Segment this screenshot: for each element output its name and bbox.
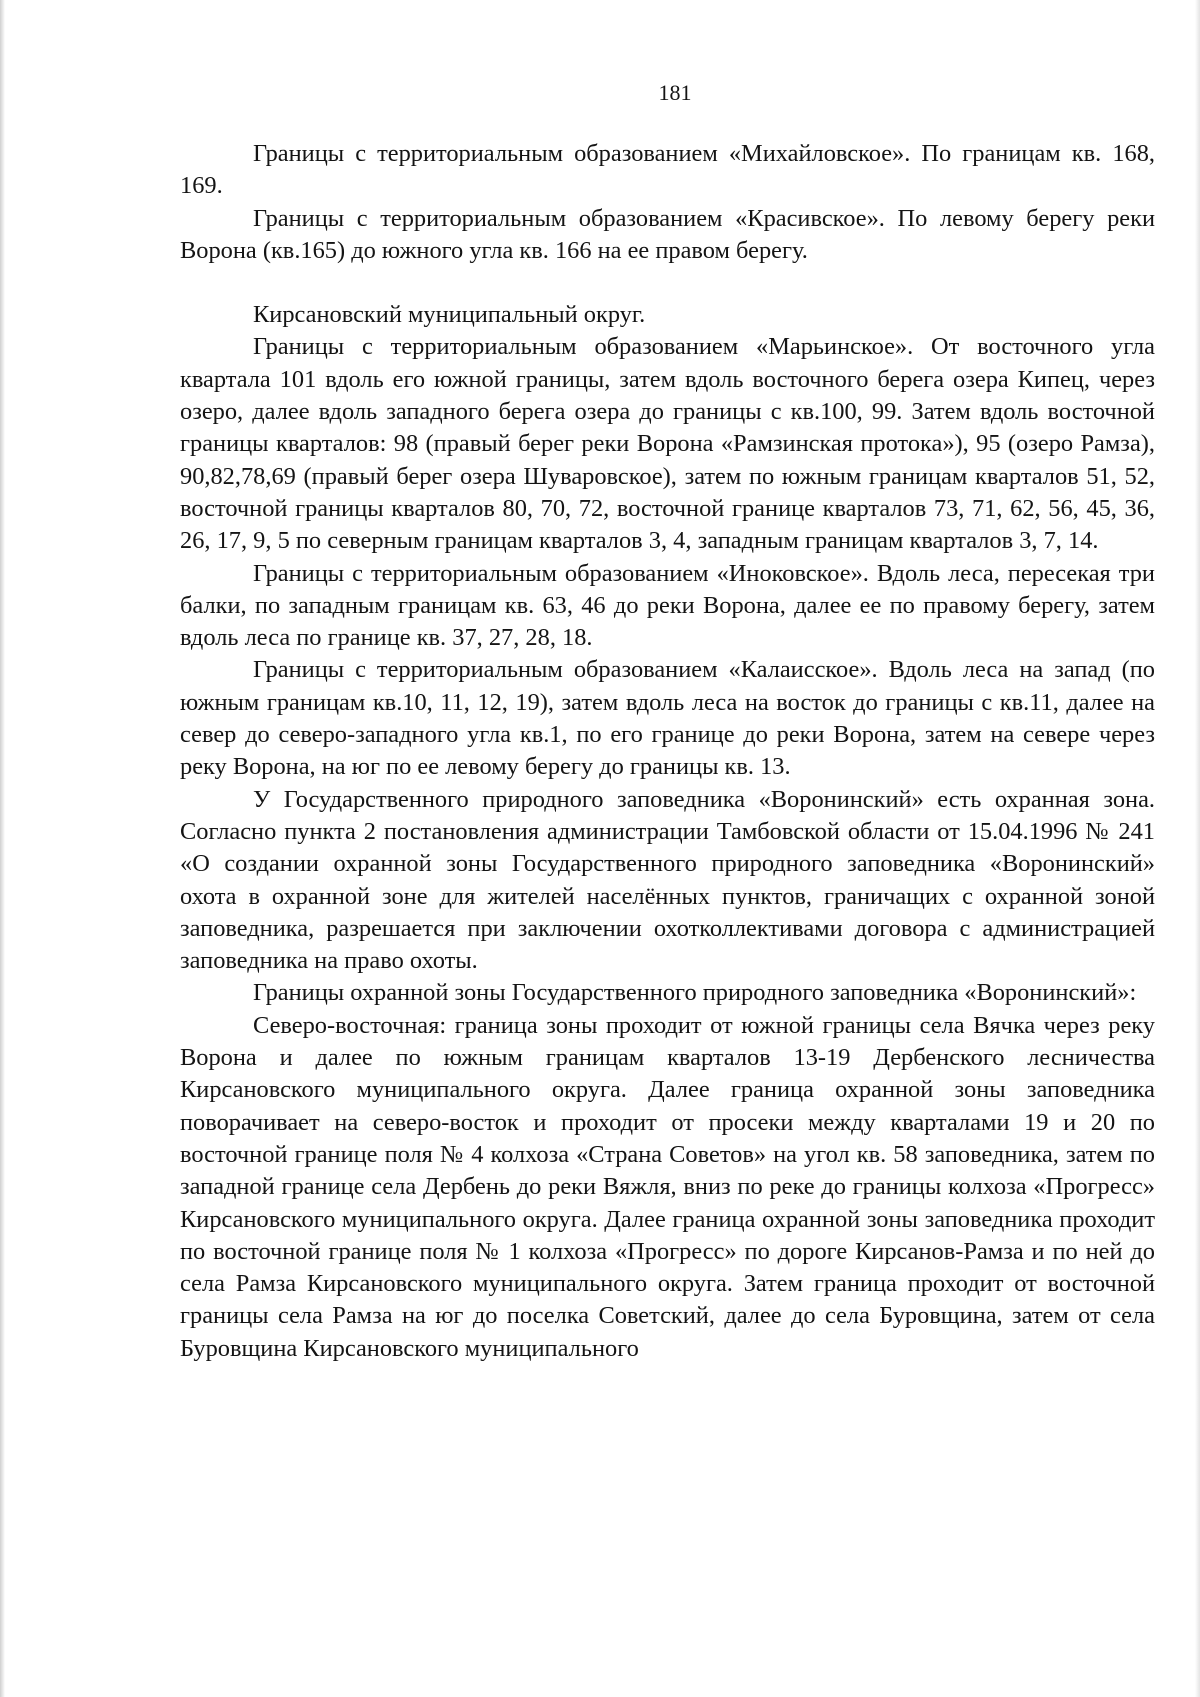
paragraph-north-east-border: Северо-восточная: граница зоны проходит от южной границы села Вячка через реку Ворона и далее по южным границам кварталов 13-19 Дербенского лесничества Кирсановского муниципального округа. Далее граница охранной зоны заповедника поворачивает на северо-восток и проходит от просеки между кварталами 19 и 20 по восточной границе поля № 4 колхоза «Страна Советов» на угол кв. 58 заповедника, затем по западной границе села Дербень до реки Вяжля, вниз по реке до границы колхоза «Прогресс» Кирсановского муниципального округа. Далее граница охранной зоны заповедника проходит по восточной границе поля № 1 колхоза «Прогресс» по дороге Кирсанов-Рамза и по ней до села Рамза Кирсановского муниципального округа. Затем граница проходит от восточной границы села Рамза на юг до поселка Советский, далее до села Буровщина, затем от села Буровщина Кирсановского муниципального bbox=[180, 1011, 1155, 1362]
page-number: 181 bbox=[658, 80, 692, 105]
paragraph-maryinskoe: Границы с территориальным образованием «Марьинское». От восточного угла квартала 101 вдоль его южной границы, затем вдоль восточного берега озера Кипец, через озеро, далее вдоль западного берега озера до границы с кв.100, 99. Затем вдоль восточной границы кварталов: 98 (правый берег реки Ворона «Рамзинская протока»), 95 (озеро Рамза), 90,82,78,69 (правый берег озера Шуваровское), затем по южным границам кварталов 51, 52, восточной границы кварталов 80, 70, 72, восточной границе кварталов 73, 71, 62, 56, 45, 36, 26, 17, 9, 5 по северным границам кварталов 3, 4, западным границам кварталов 3, 7, 14. bbox=[180, 333, 1155, 555]
document-body bbox=[180, 138, 1155, 1365]
scan-right-edge bbox=[1195, 0, 1200, 1697]
section-heading-kirsanovsky: Кирсановский муниципальный округ. bbox=[253, 301, 646, 329]
paragraph-inokovskoe: Границы с территориальным образованием «Иноковское». Вдоль леса, пересекая три балки, по западным границам кв. 63, 46 до реки Ворона, далее ее по правому берегу, затем вдоль леса по границе кв. 37, 27, 28, 18. bbox=[180, 559, 1155, 652]
scan-left-edge bbox=[0, 0, 5, 1697]
paragraph-protected-zone: У Государственного природного заповедника «Воронинский» есть охранная зона. Согласно пункта 2 постановления администрации Тамбовской области от 15.04.1996 № 241 «О создании охранной зоны Государственного природного заповедника «Воронинский» охота в охранной зоне для жителей населённых пунктов, граничащих с охранной зоной заповедника, разрешается при заключении охотколлективами договора с администрацией заповедника на право охоты. bbox=[180, 785, 1155, 975]
paragraph-mikhailovskoe: Границы с территориальным образованием «Михайловское». По границам кв. 168, 169. bbox=[180, 140, 1155, 200]
paragraph-zone-borders-title: Границы охранной зоны Государственного природного заповедника «Воронинский»: bbox=[253, 979, 1137, 1007]
paragraph-kalaisskoe: Границы с территориальным образованием «Калаисское». Вдоль леса на запад (по южным границам кв.10, 11, 12, 19), затем вдоль леса на восток до границы с кв.11, далее на север до северо-западного угла кв.1, по его границе до реки Ворона, затем на севере через реку Ворона, на юг по ее левому берегу до границы кв. 13. bbox=[180, 656, 1155, 781]
paragraph-krasivskoe: Границы с территориальным образованием «Красивское». По левому берегу реки Ворона (кв.165) до южного угла кв. 166 на ее правом берегу. bbox=[180, 204, 1155, 264]
